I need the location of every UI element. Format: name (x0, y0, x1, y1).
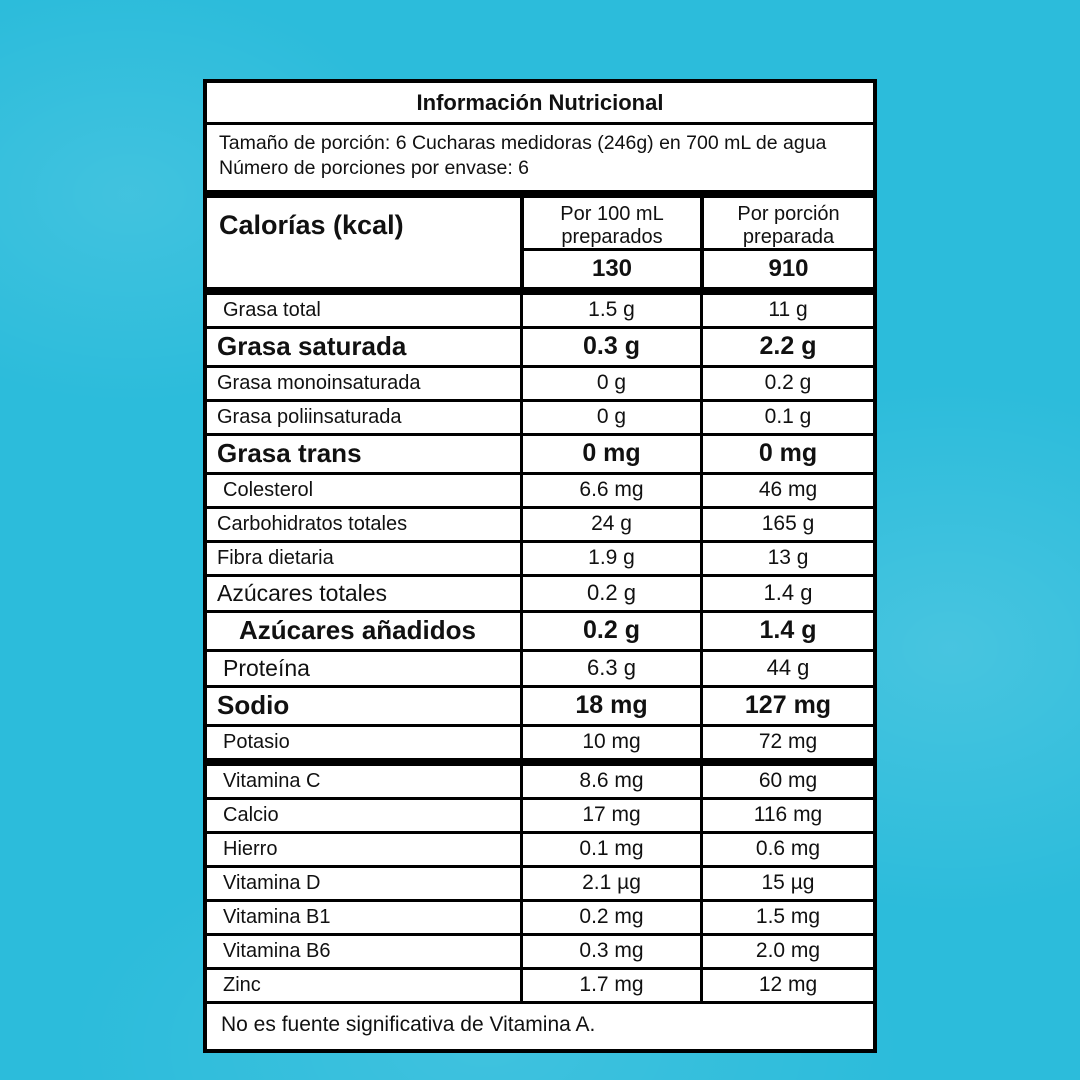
nutrient-row (207, 685, 873, 724)
nutrient-value-per-serving: 1.4 g (700, 577, 873, 610)
nutrient-value-per-100ml: 0.3 g (520, 329, 700, 365)
nutrient-label: Vitamina B6 (223, 939, 331, 962)
nutrient-value-per-serving: 44 g (700, 652, 873, 685)
nutrient-value-per-100ml: 8.6 mg (520, 766, 700, 797)
nutrient-value-per-serving: 11 g (700, 295, 873, 326)
nutrient-label: Colesterol (223, 478, 314, 501)
serving-info (207, 125, 873, 190)
nutrient-row (207, 724, 873, 758)
nutrient-row (207, 933, 873, 967)
nutrient-value-per-serving: 165 g (700, 509, 873, 540)
nutrient-value-per-100ml: 0.3 mg (520, 936, 700, 967)
nutrient-label: Carbohidratos totales (217, 512, 408, 535)
nutrient-label: Calcio (223, 803, 279, 826)
nutrient-label: Vitamina C (223, 769, 321, 792)
nutrient-value-per-100ml: 1.5 g (520, 295, 700, 326)
nutrient-row (207, 610, 873, 649)
nutrient-value-per-100ml: 0 g (520, 402, 700, 433)
nutrient-label: Sodio (217, 690, 290, 721)
col-header-per-100ml (520, 198, 700, 251)
nutrient-label: Potasio (223, 730, 290, 753)
col-header-per-serving-line1: Por porción (737, 202, 840, 225)
nutrient-rows (207, 295, 873, 1001)
nutrient-value-per-100ml: 24 g (520, 509, 700, 540)
nutrient-row (207, 326, 873, 365)
nutrient-value-per-100ml: 0.2 g (520, 577, 700, 610)
nutrient-row (207, 472, 873, 506)
nutrient-value-per-serving: 0.1 g (700, 402, 873, 433)
section-divider (207, 287, 873, 295)
nutrient-value-per-serving: 46 mg (700, 475, 873, 506)
nutrient-value-per-serving: 60 mg (700, 766, 873, 797)
nutrient-value-per-100ml: 17 mg (520, 800, 700, 831)
nutrient-label: Grasa saturada (217, 331, 407, 362)
section-divider (207, 758, 873, 766)
nutrient-value-per-serving: 0.6 mg (700, 834, 873, 865)
nutrient-value-per-100ml: 18 mg (520, 688, 700, 724)
nutrient-value-per-100ml: 0.2 mg (520, 902, 700, 933)
nutrient-value-per-serving: 127 mg (700, 688, 873, 724)
nutrient-value-per-serving: 1.5 mg (700, 902, 873, 933)
nutrient-value-per-serving: 12 mg (700, 970, 873, 1001)
nutrient-row (207, 649, 873, 685)
col-header-per-serving-line2: preparada (742, 225, 835, 248)
nutrient-row (207, 365, 873, 399)
footnote: No es fuente significativa de Vitamina A. (207, 1001, 873, 1049)
nutrient-value-per-100ml: 6.3 g (520, 652, 700, 685)
nutrient-row (207, 295, 873, 326)
nutrient-label: Azúcares totales (217, 579, 388, 606)
nutrient-label: Proteína (223, 654, 310, 681)
nutrient-value-per-serving: 13 g (700, 543, 873, 574)
nutrient-value-per-serving: 1.4 g (700, 613, 873, 649)
nutrient-value-per-100ml: 0 g (520, 368, 700, 399)
nutrient-value-per-100ml: 10 mg (520, 727, 700, 758)
nutrient-label: Vitamina D (223, 871, 321, 894)
nutrient-label: Grasa total (223, 298, 321, 321)
nutrient-label: Grasa monoinsaturada (217, 371, 421, 394)
serving-size-line: Tamaño de porción: 6 Cucharas medidoras (246g) en 700 mL de agua (219, 132, 827, 154)
col-header-per-100ml-line1: Por 100 mL (560, 202, 664, 225)
calories-per-serving-value: 910 (700, 251, 873, 287)
nutrient-row (207, 540, 873, 574)
nutrient-value-per-100ml: 0.1 mg (520, 834, 700, 865)
nutrient-value-per-serving: 2.2 g (700, 329, 873, 365)
section-divider (207, 190, 873, 198)
nutrient-row (207, 831, 873, 865)
col-header-per-serving (700, 198, 873, 251)
calories-section (207, 198, 873, 287)
nutrient-value-per-100ml: 1.9 g (520, 543, 700, 574)
nutrient-value-per-serving: 2.0 mg (700, 936, 873, 967)
nutrient-row (207, 766, 873, 797)
nutrient-value-per-100ml: 6.6 mg (520, 475, 700, 506)
nutrient-row (207, 797, 873, 831)
calories-per-100ml-value: 130 (520, 251, 700, 287)
label-title: Información Nutricional (207, 83, 873, 125)
nutrient-row (207, 967, 873, 1001)
servings-per-container-line: Número de porciones por envase: 6 (219, 157, 530, 180)
nutrient-value-per-100ml: 0 mg (520, 436, 700, 472)
nutrient-row (207, 399, 873, 433)
nutrient-row (207, 865, 873, 899)
nutrient-label: Hierro (223, 837, 278, 860)
nutrient-label: Grasa poliinsaturada (217, 405, 402, 428)
nutrient-label: Fibra dietaria (217, 546, 334, 569)
nutrient-row (207, 506, 873, 540)
nutrient-row (207, 574, 873, 610)
nutrition-label (203, 79, 877, 1053)
nutrient-row (207, 433, 873, 472)
nutrient-row (207, 899, 873, 933)
nutrient-label: Azúcares añadidos (239, 615, 476, 646)
nutrient-value-per-serving: 0 mg (700, 436, 873, 472)
nutrient-value-per-serving: 116 mg (700, 800, 873, 831)
nutrient-value-per-100ml: 0.2 g (520, 613, 700, 649)
nutrient-value-per-100ml: 1.7 mg (520, 970, 700, 1001)
nutrient-value-per-serving: 0.2 g (700, 368, 873, 399)
nutrient-label: Zinc (223, 973, 261, 996)
nutrient-value-per-serving: 15 µg (700, 868, 873, 899)
col-header-per-100ml-line2: preparados (561, 225, 663, 248)
nutrient-label: Vitamina B1 (223, 905, 331, 928)
calories-label: Calorías (kcal) (219, 209, 404, 240)
nutrient-value-per-serving: 72 mg (700, 727, 873, 758)
nutrient-label: Grasa trans (217, 438, 362, 469)
nutrient-value-per-100ml: 2.1 µg (520, 868, 700, 899)
